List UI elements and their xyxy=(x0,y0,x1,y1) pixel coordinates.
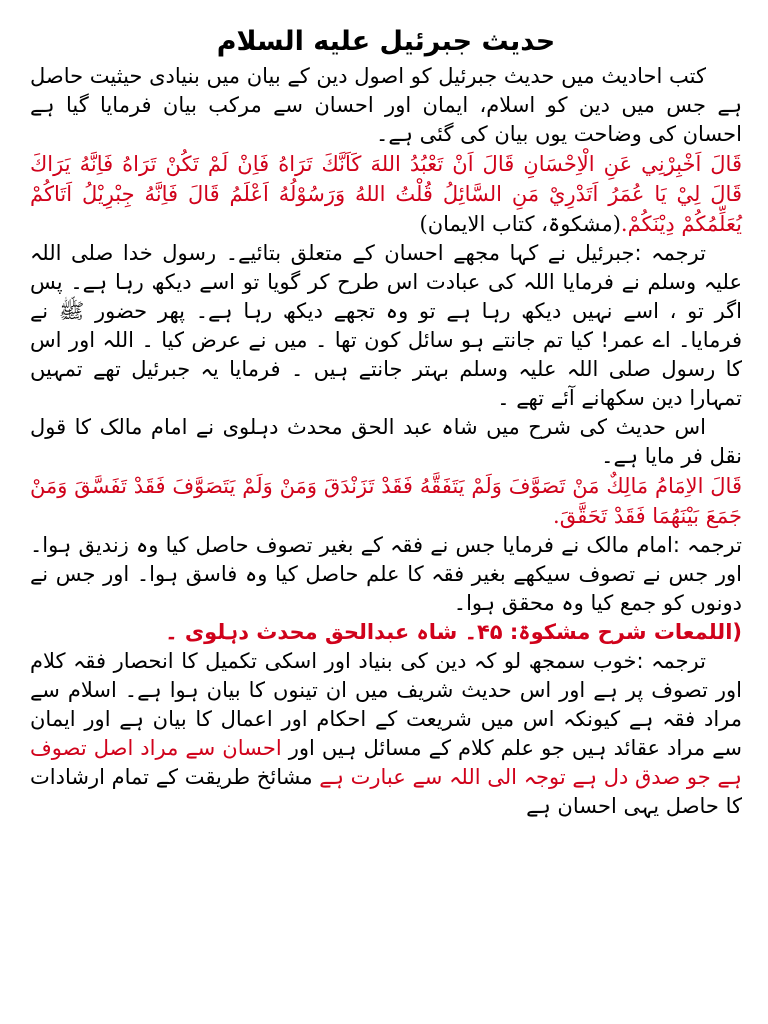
hadith-jibril-text: قَالَ اَخْبِرْنِي عَنِ الْاِحْسَانِ قَالَ اَنْ تَعْبُدُ اللهَ كَاَنَّكَ تَرَاهُ فَاِنْ لَمْ تَكُنْ تَرَاهُ فَاِنَّهُ يَرَاكَ قَالَ لِيْ يَا عُمَرُ اَتَدْرِيْ مَنِ السَّائِلُ قُلْتُ اللهُ وَرَسُوْلُهُ اَعْلَمُ قَالَ فَاِنَّهُ جِبْرِيْلُ اَتَاكُمْ يُعَلِّمُكُمْ دِيْنَكُمْ. xyxy=(30,152,742,236)
hadith-jibril-arabic xyxy=(30,149,742,239)
lamaat-reference: (اللمعات شرح مشکوۃ: ۴۵۔ شاہ عبدالحق محدث دہلوی ۔ xyxy=(165,620,742,644)
ihsan-highlight: احسان سے مراد اصل تصوف ہے جو صدق دل ہے توجہ الی اللہ سے عبارت ہے xyxy=(30,736,742,789)
page-title: حدیث جبرئیل علیه السلام xyxy=(216,26,556,57)
translation-explanation xyxy=(30,647,742,821)
translation-jibril: ترجمہ :جبرئیل نے کہا مجھے احسان کے متعلق بتائیے۔ رسول خدا صلی اللہ علیہ وسلم نے فرمایا اللہ کی عبادت اس طرح کر گویا تو اسے دیکھ رہا ہے۔ پس اگر تو ، اسے نہیں دیکھ رہا ہے تو وہ تجھے دیکھ رہا ہے۔ پھر حضور ﷺ نے فرمایا۔ اے عمر! کیا تم جانتے ہو سائل کون تھا ۔ میں نے عرض کیا ۔ اللہ اور اس کا رسول صلی اللہ علیہ وسلم بہتر جانتے ہیں ۔ فرمایا یہ جبرئیل تھے تمہیں تمہارا دین سکھانے آئے تھے ۔ xyxy=(30,241,742,410)
shah-abdul-haq-intro: اس حدیث کی شرح میں شاہ عبد الحق محدث دہلوی نے امام مالک کا قول نقل فر مایا ہے۔ xyxy=(30,415,742,468)
intro-paragraph: کتب احادیث میں حدیث جبرئیل کو اصول دین کے بیان میں بنیادی حیثیت حاصل ہے جس میں دین کو اسلام، ایمان اور احسان سے مرکب بیان فرمایا گیا ہے احسان کی وضاحت یوں بیان کی گئی ہے۔ xyxy=(30,64,742,146)
imam-malik-quote-arabic: قَالَ الاِمَامُ مَالِكٌ مَنْ تَصَوَّفَ وَلَمْ يَتَفَقَّهُ فَقَدْ تَزَنْدَقَ وَمَنْ وَلَمْ يَتَصَوَّفَ فَقَدْ تَفَسَّقَ وَمَنْ جَمَعَ بَيْنَهُمَا فَقَدْ تَحَقَّقَ. xyxy=(30,474,742,528)
explanation-text: ترجمہ :خوب سمجھ لو کہ دین کی بنیاد اور اسکی تکمیل کا انحصار فقہ کلام اور تصوف پر ہے اور اس حدیث شریف میں ان تینوں کا بیان ہوا ہے۔ اسلام سے مراد فقہ ہے کیونکہ اس میں شریعت کے احکام اور اعمال کا بیان ہے اور ایمان سے مراد عقائد ہیں جو علم کلام کے مسائل ہیں اور xyxy=(30,649,742,760)
translation-imam-malik: ترجمہ :امام مالک نے فرمایا جس نے فقہ کے بغیر تصوف حاصل کیا وہ زندیق ہوا۔ اور جس نے تصوف سیکھے بغیر فقہ کا علم حاصل کیا وہ فاسق ہوا۔ اور جس نے دونوں کو جمع کیا وہ محقق ہوا۔ xyxy=(30,533,742,615)
hadith-jibril-reference: (مشکوۃ، کتاب الایمان) xyxy=(419,212,621,236)
explanation-continuation: مشائخ طریقت کے تمام ارشادات کا حاصل یہی احسان ہے xyxy=(30,765,742,818)
